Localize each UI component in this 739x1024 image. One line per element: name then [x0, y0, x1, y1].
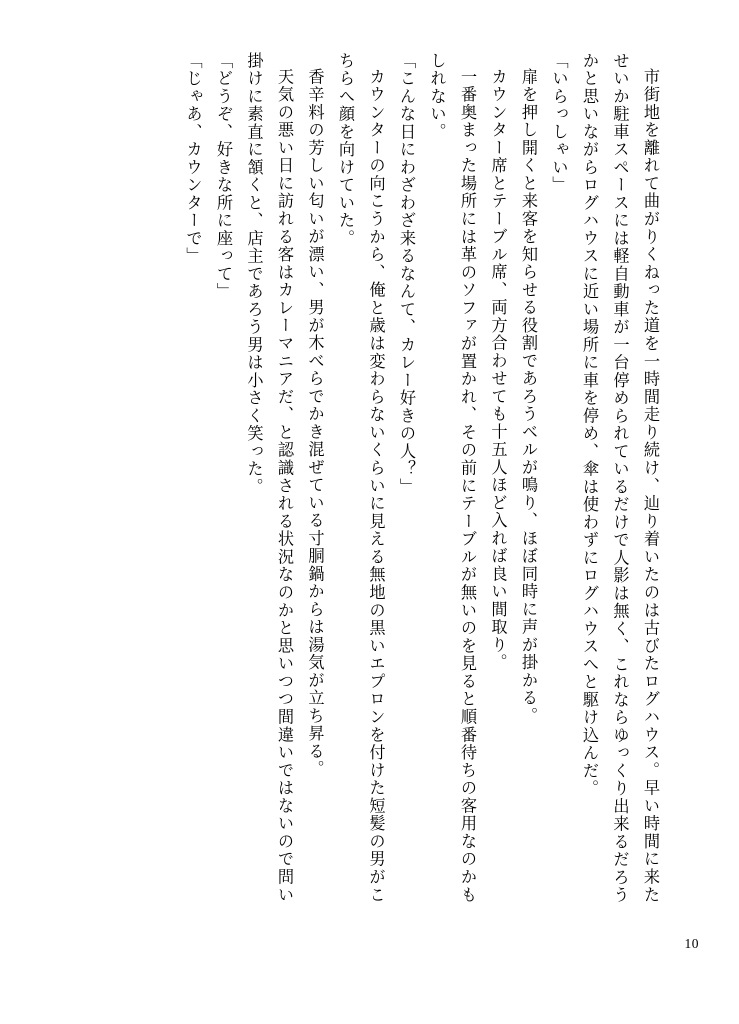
page-number: 10 [684, 936, 699, 951]
paragraph: カウンター席とテーブル席、両方合わせても十五人ほど入れば良い間取り。 [488, 68, 508, 672]
paragraph: 市街地を離れて曲がりくねった道を一時間走り続け、辿り着いたのは古びたログハウス。早い時間に来たせいか駐車スペースには軽自動車が一台停められているだけで人影は無く、これならゆっくり出来るだろうかと思いながらログハウスに近い場所に車を停め、傘は使わずにログハウスへと駆け込んだ。 [580, 52, 660, 904]
paragraph: 「こんな日にわざわざ来るなんて、カレー好きの人？」 [397, 52, 416, 496]
paragraph: 「いらっしゃい」 [549, 52, 569, 194]
paragraph: 天気の悪い日に訪れる客はカレーマニアだ、と認識される状況なのかと思いつつ間違いではないので問い掛けに素直に頷くと、店主であろう男は小さく笑った。 [244, 52, 294, 904]
paragraph: カウンターの向こうから、俺と歳は変わらないくらいに見える無地の黒いエプロンを付けた短髪の男がこちらへ顔を向けていた。 [336, 52, 386, 904]
paragraph: 「どうぞ、好きな所に座って」 [214, 52, 233, 301]
paragraph: 扉を押し開くと来客を知らせる役割であろうベルが鳴り、ほぼ同時に声が掛かる。 [519, 68, 538, 725]
paragraph: 香辛料の芳しい匂いが漂い、男が木べらでかき混ぜている寸胴鍋からは湯気が立ち昇る。 [305, 68, 325, 779]
vertical-text-body [96, 52, 665, 904]
paragraph: 「じゃあ、カウンターで」 [183, 52, 203, 265]
paragraph: 一番奥まった場所には革のソファが置かれ、その前にテーブルが無いのを見ると順番待ちの客用なのかもしれない。 [427, 52, 477, 904]
